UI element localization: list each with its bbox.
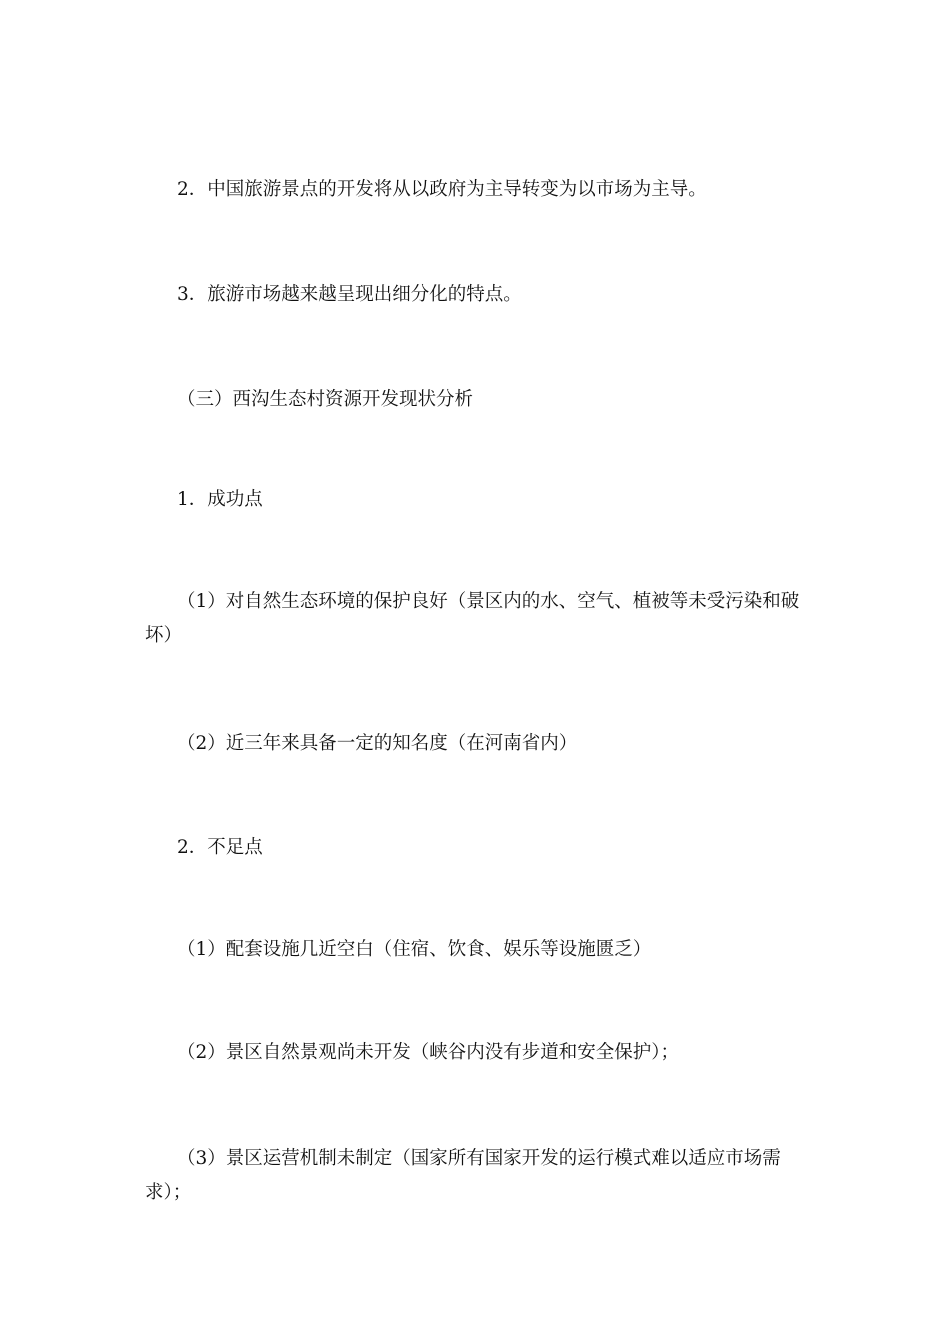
- paragraph-shortcoming-1: （1）配套设施几近空白（住宿、饮食、娱乐等设施匮乏）: [177, 938, 652, 960]
- paragraph-trend-3: 3．旅游市场越来越呈现出细分化的特点。: [177, 283, 522, 305]
- paragraph-shortcoming-2: （2）景区自然景观尚未开发（峡谷内没有步道和安全保护）；: [177, 1041, 680, 1063]
- subheading-shortcomings: 2．不足点: [177, 836, 263, 858]
- paragraph-success-2: （2）近三年来具备一定的知名度（在河南省内）: [177, 732, 578, 754]
- section-heading-3: （三）西沟生态村资源开发现状分析: [177, 388, 474, 410]
- paragraph-success-1: （1）对自然生态环境的保护良好（景区内的水、空气、植被等未受污染和破坏）: [145, 590, 800, 646]
- subheading-success-points: 1．成功点: [177, 488, 263, 510]
- paragraph-trend-2: 2．中国旅游景点的开发将从以政府为主导转变为以市场为主导。: [177, 178, 707, 200]
- paragraph-shortcoming-3: （3）景区运营机制未制定（国家所有国家开发的运行模式难以适应市场需求）；: [145, 1147, 781, 1203]
